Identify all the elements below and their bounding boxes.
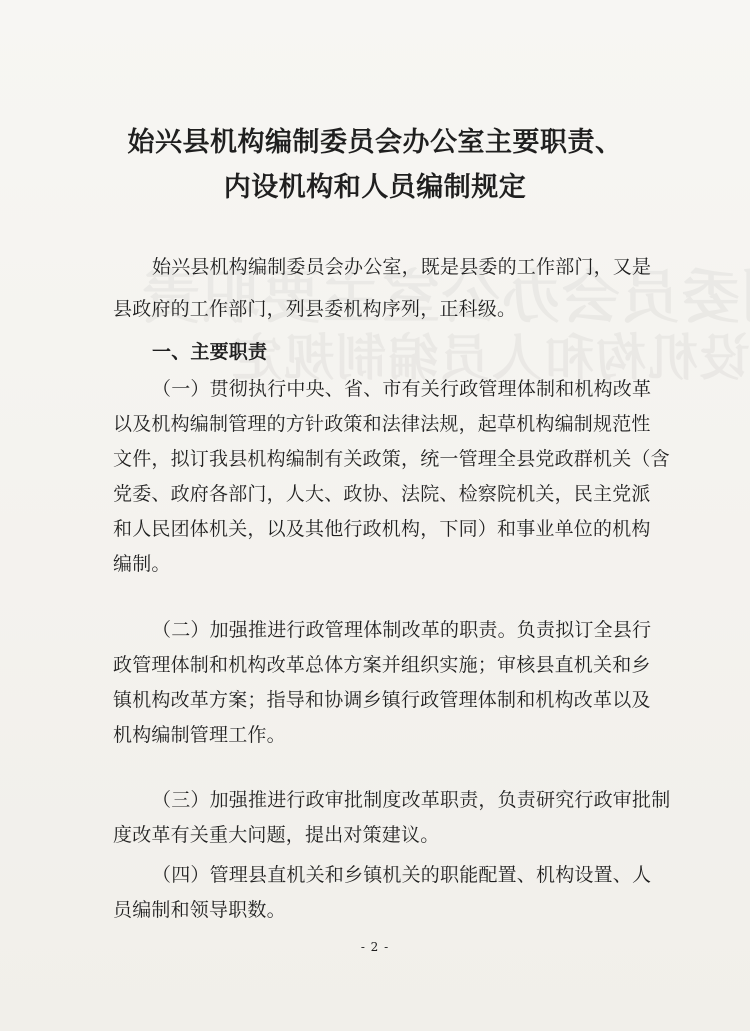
item-4-line-2: 员编制和领导职数。	[113, 899, 286, 921]
item-1-line-2: 以及机构编制管理的方针政策和法律法规，起草机构编制规范性	[113, 413, 651, 435]
item-2-line-2: 政管理体制和机构改革总体方案并组织实施；审核县直机关和乡	[113, 654, 651, 676]
intro-paragraph-line-2: 县政府的工作部门，列县委机构序列，正科级。	[113, 298, 517, 320]
item-3-line-2: 度改革有关重大问题，提出对策建议。	[113, 824, 440, 846]
item-1-line-4: 党委、政府各部门，人大、政协、法院、检察院机关，民主党派	[113, 483, 651, 505]
document-title-line-1: 始兴县机构编制委员会办公室主要职责、	[127, 127, 623, 158]
item-4-line-1: （四）管理县直机关和乡镇机关的职能配置、机构设置、人	[152, 864, 652, 886]
item-1-line-1: （一）贯彻执行中央、省、市有关行政管理体制和机构改革	[152, 378, 652, 400]
section-heading: 一、主要职责	[152, 341, 268, 363]
item-1-line-6: 编制。	[113, 553, 171, 575]
item-3-line-1: （三）加强推进行政审批制度改革职责，负责研究行政审批制	[152, 789, 671, 811]
item-1-line-5: 和人民团体机关，以及其他行政机构，下同）和事业单位的机构	[113, 518, 651, 540]
item-2-line-3: 镇机构改革方案；指导和协调乡镇行政管理体制和机构改革以及	[113, 689, 651, 711]
item-2-line-1: （二）加强推进行政管理体制改革的职责。负责拟订全县行	[152, 619, 652, 641]
item-2-line-4: 机构编制管理工作。	[113, 724, 286, 746]
page-number: - 2 -	[360, 940, 390, 954]
item-1-line-3: 文件，拟订我县机构编制有关政策，统一管理全县党政群机关（含	[113, 448, 670, 470]
intro-paragraph-line-1: 始兴县机构编制委员会办公室，既是县委的工作部门，又是	[152, 256, 652, 278]
document-title-line-2: 内设机构和人员编制规定	[223, 172, 527, 203]
